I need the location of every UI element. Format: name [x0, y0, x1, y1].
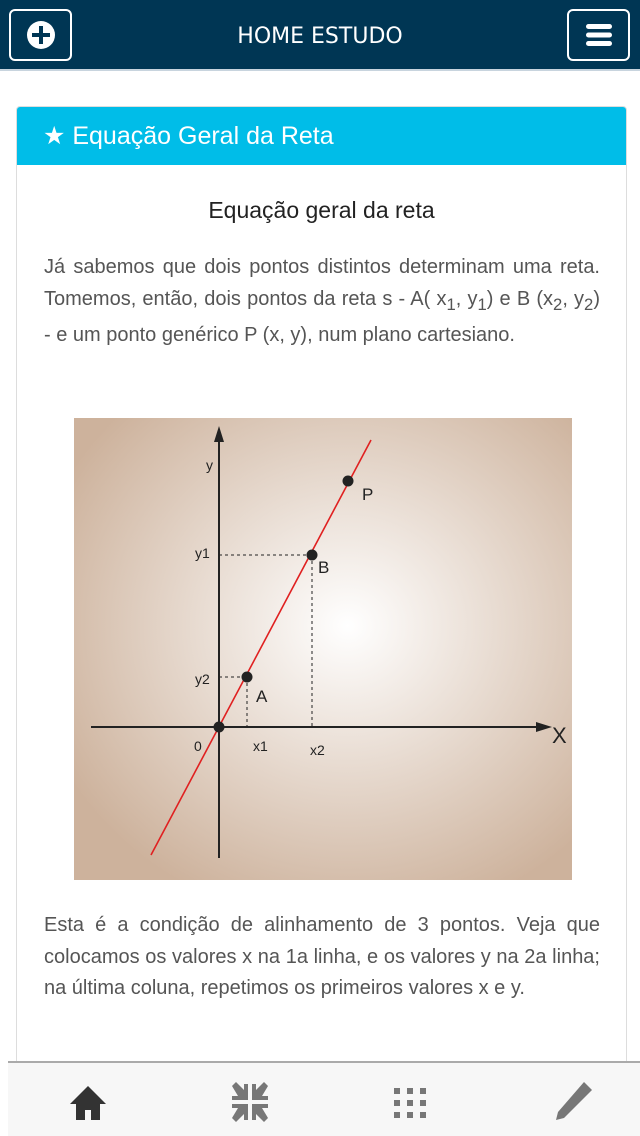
- point-p: [343, 476, 354, 487]
- intro-paragraph: Já sabemos que dois pontos distintos determinam uma reta. Tomemos, então, dois pontos da reta s - A( $x_1$, $y_1$) e B ($x_2$, $y_2$) - e um ponto genérico P (x, y), num plano cartesiano.: [44, 256, 600, 346]
- bottom-nav: [8, 1061, 640, 1136]
- pencil-icon[interactable]: [548, 1078, 596, 1126]
- panel-title: ★ Equação Geral da Reta: [17, 107, 626, 165]
- svg-text:y2: y2: [195, 671, 210, 687]
- alignment-paragraph: Esta é a condição de alinhamento de 3 pontos. Veja que colocamos os valores x na 1a linha, e os valores y na 2a linha; na última coluna, repetimos os primeiros valores x e y.: [44, 914, 600, 999]
- home-icon[interactable]: [64, 1078, 112, 1126]
- point-a: [242, 672, 253, 683]
- top-bar: [0, 0, 640, 71]
- app-title: HOME ESTUDO: [237, 24, 403, 49]
- point-b: [307, 550, 318, 561]
- menu-button[interactable]: [567, 9, 630, 61]
- svg-text:x1: x1: [253, 738, 268, 754]
- svg-text:A: A: [256, 687, 268, 706]
- svg-text:y: y: [206, 457, 213, 473]
- svg-text:P: P: [362, 485, 374, 504]
- section-heading: Equação geral da reta: [208, 197, 435, 223]
- compress-icon[interactable]: [226, 1078, 274, 1126]
- hamburger-icon: [585, 23, 613, 47]
- svg-text:X: X: [552, 723, 567, 748]
- svg-text:y1: y1: [195, 545, 210, 561]
- content-panel: [16, 106, 627, 1066]
- svg-text:x2: x2: [310, 742, 325, 758]
- svg-text:0: 0: [194, 738, 202, 754]
- grid-icon[interactable]: [386, 1078, 434, 1126]
- point-o: [214, 722, 225, 733]
- svg-text:B: B: [318, 558, 330, 577]
- cartesian-diagram: [74, 418, 572, 880]
